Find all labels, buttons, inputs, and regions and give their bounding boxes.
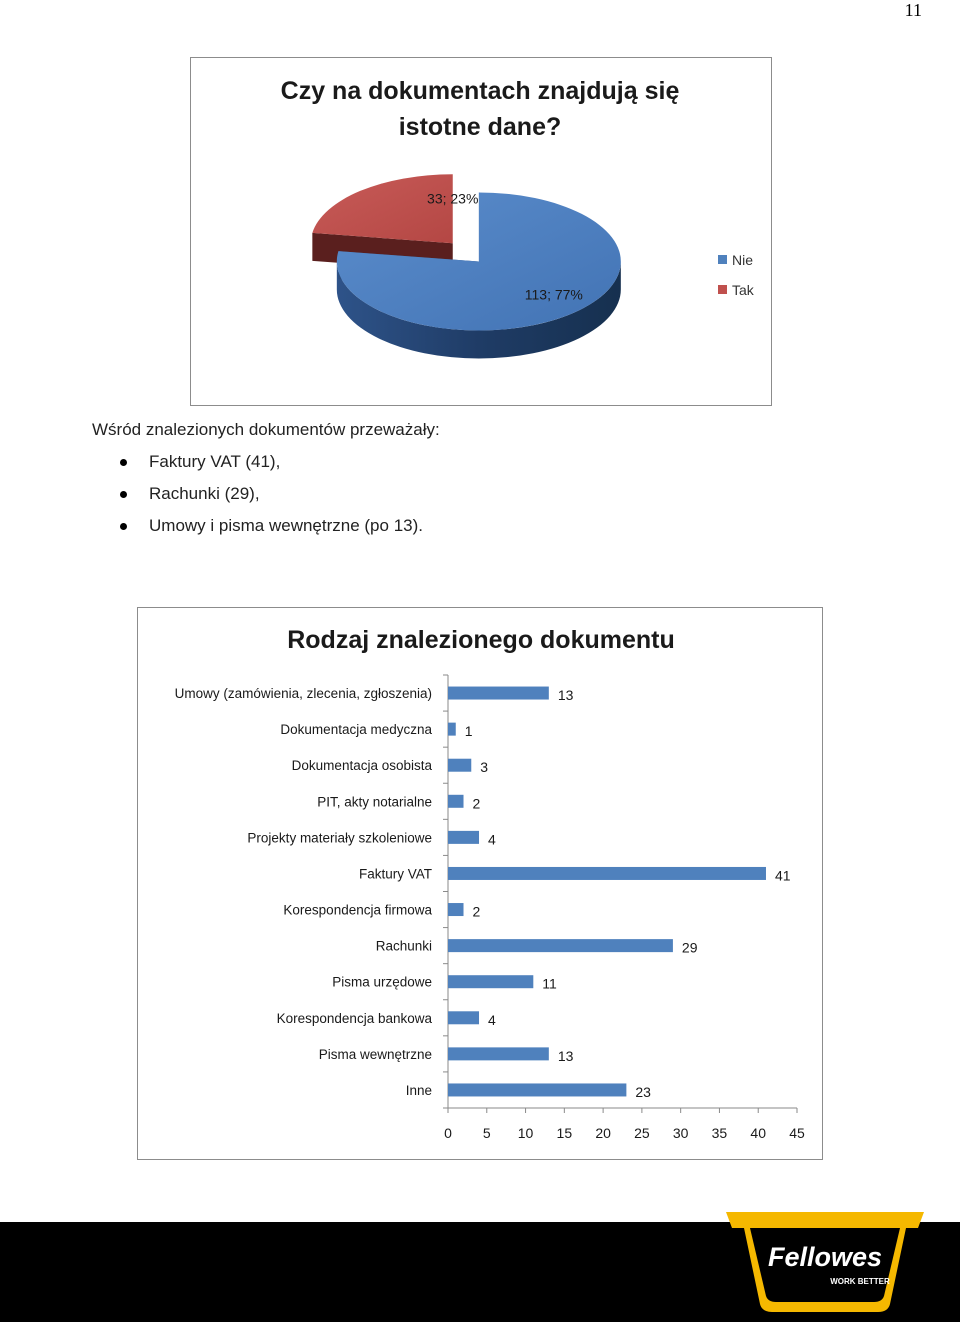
bar-value-label: 4: [488, 1011, 496, 1028]
bar-value-label: 4: [488, 831, 496, 848]
bar: [448, 723, 456, 736]
category-label: Pisma wewnętrzne: [318, 1046, 432, 1062]
x-tick-label: 0: [444, 1125, 452, 1141]
x-tick-label: 40: [750, 1125, 767, 1141]
bar-value-label: 13: [557, 1047, 574, 1064]
x-tick-label: 45: [789, 1125, 805, 1141]
bar-value-label: 3: [480, 759, 489, 776]
list-item: [92, 478, 440, 510]
legend-label-nie: Nie: [732, 252, 754, 268]
bar: [448, 831, 479, 844]
x-tick-label: 20: [595, 1125, 611, 1141]
category-label: Projekty materiały szkoleniowe: [247, 830, 432, 846]
x-tick-label: 5: [482, 1125, 491, 1141]
bar-value-label: 1: [464, 723, 473, 740]
bar-value-label: 29: [681, 939, 698, 956]
category-label: Dokumentacja osobista: [291, 758, 432, 774]
pie-chart-frame: [190, 57, 772, 406]
bar: [448, 1047, 549, 1060]
svg-text:WORK BETTER: WORK BETTER: [830, 1277, 890, 1286]
bar: [448, 1011, 479, 1024]
pie-chart-title-line1: Czy na dokumentach znajdują się: [280, 77, 680, 105]
bar: [448, 867, 766, 880]
svg-text:Fellowes: Fellowes: [767, 1242, 883, 1272]
bar-value-label: 2: [472, 795, 481, 812]
x-tick-label: 15: [556, 1125, 573, 1141]
bar: [448, 975, 533, 988]
category-label: Rachunki: [375, 938, 432, 954]
findings-text: [92, 414, 440, 542]
category-label: Dokumentacja medyczna: [280, 722, 432, 738]
pie-label-nie: 113; 77%: [524, 286, 583, 303]
bar-chart-frame: [137, 607, 823, 1160]
list-item: [92, 446, 440, 478]
bar: [448, 939, 673, 952]
bar-value-label: 11: [542, 975, 557, 992]
bar: [448, 1083, 626, 1096]
list-item-text: Faktury VAT (41),: [149, 452, 281, 471]
pie-label-tak: 33; 23%: [427, 190, 479, 207]
legend-swatch-tak: [718, 285, 727, 294]
page-number: 11: [904, 0, 922, 20]
x-tick-label: 10: [517, 1125, 534, 1141]
pie-chart-title-line2: istotne dane?: [398, 113, 562, 141]
legend-label-tak: Tak: [732, 282, 754, 298]
x-tick-label: 35: [711, 1125, 728, 1141]
bar-value-label: 41: [774, 867, 791, 884]
bar-chart-title: Rodzaj znalezionego dokumentu: [287, 626, 675, 654]
bar: [448, 687, 549, 700]
bullet-icon: [120, 523, 127, 530]
findings-list: [92, 446, 440, 542]
category-label: PIT, akty notarialne: [317, 794, 432, 810]
bar-value-label: 13: [557, 687, 574, 704]
category-label: Faktury VAT: [358, 866, 432, 882]
category-label: Korespondencja bankowa: [276, 1010, 432, 1026]
bullet-icon: [120, 459, 127, 466]
list-item-text: Umowy i pisma wewnętrzne (po 13).: [149, 516, 423, 535]
bar-chart: [138, 608, 824, 1161]
bar: [448, 903, 464, 916]
x-tick-label: 25: [634, 1125, 650, 1141]
pie-slice-tak: [312, 174, 452, 243]
category-label: Korespondencja firmowa: [283, 902, 432, 918]
list-item: [92, 510, 440, 542]
pie-chart: [191, 58, 773, 407]
bar-value-label: 23: [635, 1083, 651, 1100]
fellowes-logo: [720, 1208, 930, 1320]
list-item-text: Rachunki (29),: [149, 484, 260, 503]
category-label: Pisma urzędowe: [332, 974, 432, 990]
category-label: Umowy (zamówienia, zlecenia, zgłoszenia): [174, 686, 432, 702]
bar-value-label: 2: [472, 903, 481, 920]
category-label: Inne: [405, 1082, 432, 1098]
legend-swatch-nie: [718, 255, 727, 264]
findings-intro: Wśród znalezionych dokumentów przeważały:: [92, 420, 440, 439]
x-tick-label: 30: [672, 1125, 689, 1141]
bar: [448, 759, 471, 772]
bullet-icon: [120, 491, 127, 498]
bar: [448, 795, 464, 808]
